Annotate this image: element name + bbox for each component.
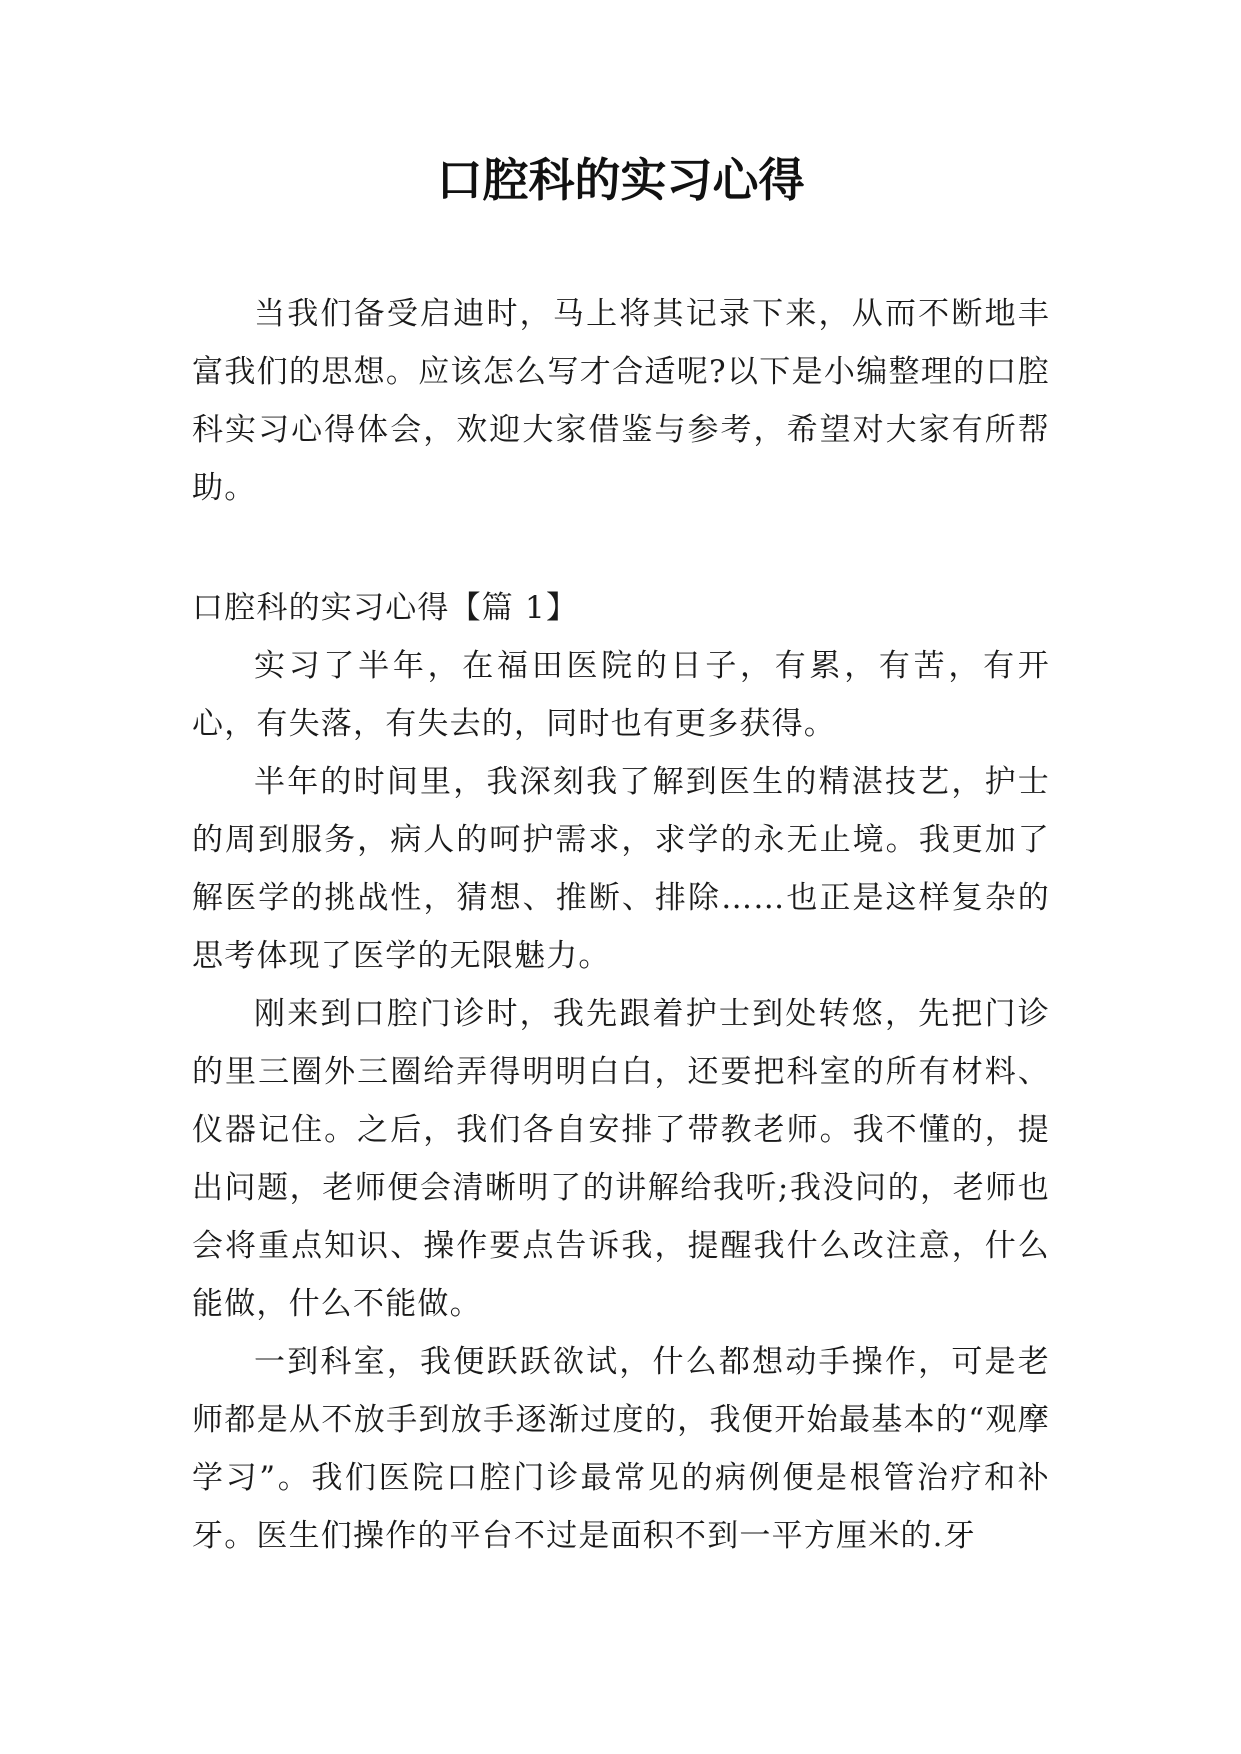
body-paragraph: 一到科室，我便跃跃欲试，什么都想动手操作，可是老师都是从不放手到放手逐渐过度的，我便开始最基本的“观摩学习”。我们医院口腔门诊最常见的病例便是根管治疗和补牙。医生们操作的平台不过是面积不到一平方厘米的.牙 xyxy=(192,1344,1050,1554)
body-paragraph: 实习了半年，在福田医院的日子，有累，有苦，有开心，有失落，有失去的，同时也有更多获得。 xyxy=(192,648,1050,742)
body-paragraph: 半年的时间里，我深刻我了解到医生的精湛技艺，护士的周到服务，病人的呵护需求，求学的永无止境。我更加了解医学的挑战性，猜想、推断、排除……也正是这样复杂的思考体现了医学的无限魅力。 xyxy=(192,764,1050,974)
document-title: 口腔科的实习心得 xyxy=(436,153,805,207)
intro-paragraph: 当我们备受启迪时，马上将其记录下来，从而不断地丰富我们的思想。应该怎么写才合适呢?以下是小编整理的口腔科实习心得体会，欢迎大家借鉴与参考，希望对大家有所帮助。 xyxy=(192,296,1050,506)
section-heading: 口腔科的实习心得【篇 1】 xyxy=(192,590,579,626)
document-body xyxy=(192,285,1050,1565)
body-paragraph: 刚来到口腔门诊时，我先跟着护士到处转悠，先把门诊的里三圈外三圈给弄得明明白白，还要把科室的所有材料、仪器记住。之后，我们各自安排了带教老师。我不懂的，提出问题，老师便会清晰明了的讲解给我听;我没问的，老师也会将重点知识、操作要点告诉我，提醒我什么改注意，什么能做，什么不能做。 xyxy=(192,996,1050,1322)
